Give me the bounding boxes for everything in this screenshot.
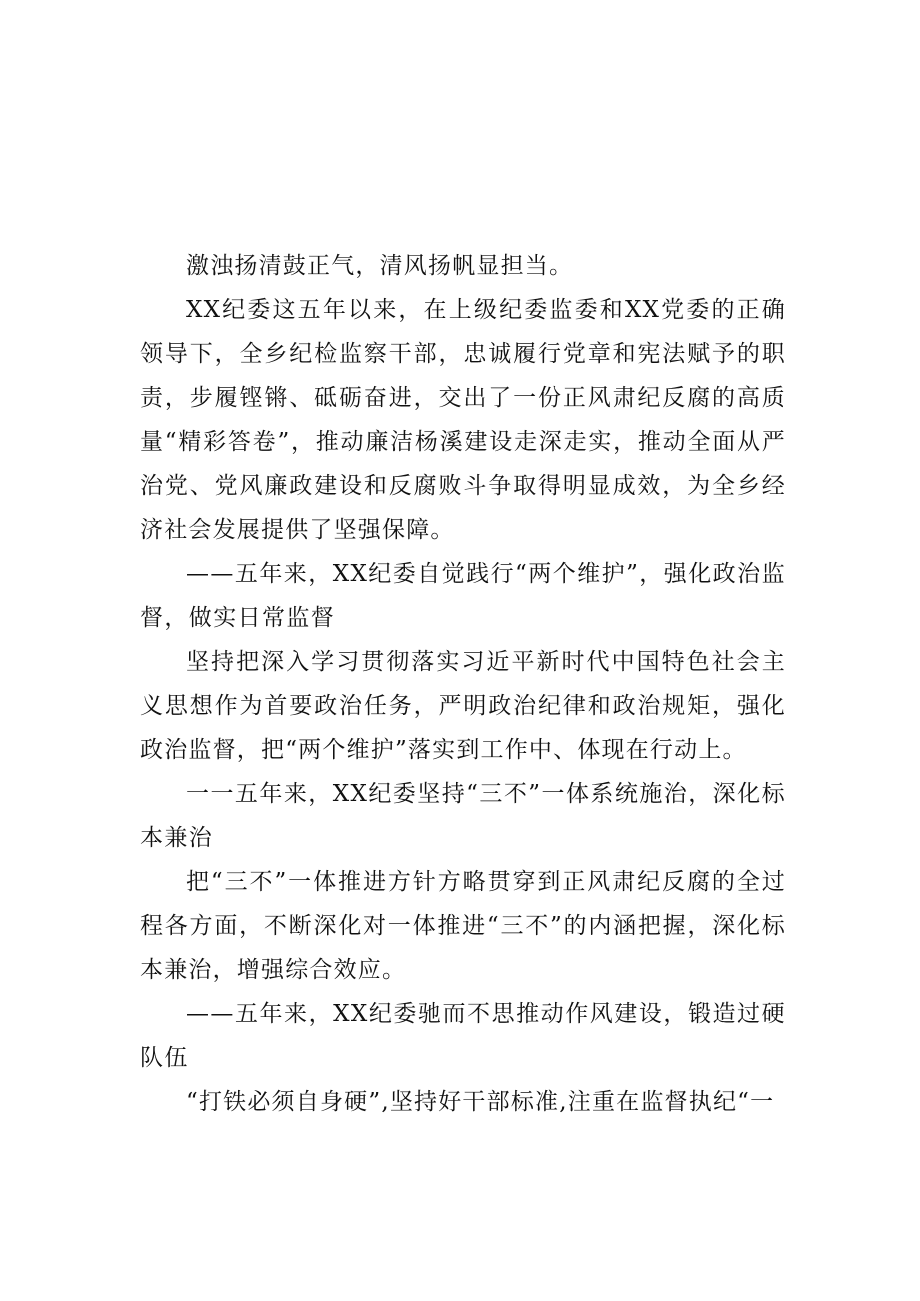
section-heading-1: ——五年来，XX纪委自觉践行“两个维护”，强化政治监督，做实日常监督 [140, 561, 786, 631]
document-page [140, 244, 786, 1124]
paragraph-intro: XX纪委这五年以来，在上级纪委监委和XX党委的正确领导下，全乡纪检监察干部，忠诚履行党章和宪法赋予的职责，步履铿锵、砥砺奋进，交出了一份正风肃纪反腐的高质量“精彩答卷”，推动廉洁杨溪建设走深走实，推动全面从严治党、党风廉政建设和反腐败斗争取得明显成效，为全乡经济社会发展提供了坚强保障。 [140, 297, 786, 543]
paragraph-1: 坚持把深入学习贯彻落实习近平新时代中国特色社会主义思想作为首要政治任务，严明政治纪律和政治规矩，强化政治监督，把“两个维护”落实到工作中、体现在行动上。 [140, 649, 786, 763]
paragraph-3: “打铁必须自身硬”,坚持好干部标准,注重在监督执纪“一 [186, 1089, 775, 1115]
paragraph-2: 把“三不”一体推进方针方略贯穿到正风肃纪反腐的全过程各方面，不断深化对一体推进“三不”的内涵把握，深化标本兼治，增强综合效应。 [140, 869, 786, 983]
section-heading-3: ——五年来，XX纪委驰而不思推动作风建设，锻造过硬队伍 [140, 1001, 786, 1071]
section-heading-2: 一一五年来，XX纪委坚持“三不”一体系统施治，深化标本兼治 [140, 781, 786, 851]
title-line: 激浊扬清鼓正气，清风扬帆显担当。 [186, 253, 574, 279]
